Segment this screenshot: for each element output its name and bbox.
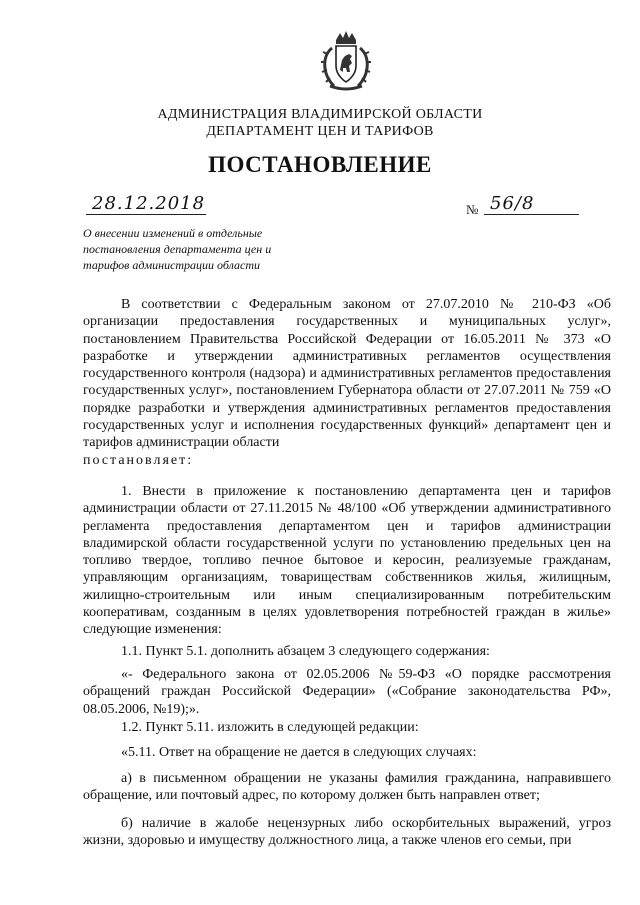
item-1-1-content-text: «- Федерального закона от 02.05.2006 №59-ФЗ «О порядке рассмотрения обращений граждан Российской Федерации» («Собрание законодательства РФ», 08.05.2006, №19);». [83, 667, 611, 717]
item-a-paragraph [83, 770, 611, 805]
org-name-line2: ДЕПАРТАМЕНТ ЦЕН И ТАРИФОВ [206, 124, 434, 139]
item-b-paragraph [83, 815, 611, 850]
item-1-paragraph [83, 483, 611, 639]
preamble-text: В соответствии с Федеральным законом от 27.07.2010 № 210-ФЗ «Об организации предоставления государственных и муниципальных услуг», постановлением Правительства Российской Федерации от 16.05.2011 № 373 «О разработке и утверждении административных регламентов осуществления государственного контроля (надзора) и административных регламентов предоставления государственных услуг», постановлением Губернатора области от 27.07.2011 № 759 «О порядке разработки и утверждения административных регламентов предоставления государственных услуг и исполнения государственных функций» департамент цен и тарифов администрации области [83, 297, 611, 451]
item-1-1-text: 1.1. Пункт 5.1. дополнить абзацем 3 следующего содержания: [121, 644, 490, 659]
item-1-1-content [83, 666, 611, 718]
document-number: 56/8 [490, 193, 535, 214]
resolves-word: постановляет: [83, 452, 194, 468]
item-1-2-text: 1.2. Пункт 5.11. изложить в следующей редакции: [121, 720, 419, 735]
item-1-text: 1. Внести в приложение к постановлению департамента цен и тарифов администрации области от 27.11.2015 № 48/100 «Об утверждении административного регламента предоставления департаментом цен и тарифов администрации владимирской области государственной услуги по установлению предельных цен на топливо твердое, топливо печное бытовое и керосин, реализуемые гражданам, управляющим организациям, товариществам собственников жилья, жилищным, жилищно-строительным или иным специализированным потребительским кооперативам, созданным в целях удовлетворения потребностей граждан в жилье» следующие изменения: [83, 484, 611, 638]
document-date: 28.12.2018 [92, 193, 206, 214]
item-1-2-paragraph [83, 719, 611, 736]
date-underline [86, 214, 206, 215]
coat-of-arms-icon [318, 30, 374, 94]
number-sign: № [466, 202, 479, 217]
item-5-11-head-text: «5.11. Ответ на обращение не дается в следующих случаях: [121, 745, 477, 760]
item-5-11-head [83, 744, 611, 761]
item-a-text: а) в письменном обращении не указаны фамилия гражданина, направившего обращение, или почтовый адрес, по которому должен быть направлен ответ; [83, 771, 611, 804]
number-underline [484, 214, 579, 215]
item-1-1-paragraph [83, 643, 611, 660]
document-subject [83, 225, 271, 273]
subject-line: тарифов администрации области [83, 258, 261, 272]
org-name-line1: АДМИНИСТРАЦИЯ ВЛАДИМИРСКОЙ ОБЛАСТИ [157, 107, 483, 122]
document-title: ПОСТАНОВЛЕНИЕ [208, 152, 432, 177]
preamble-paragraph [83, 296, 611, 469]
item-b-text: б) наличие в жалобе нецензурных либо оскорбительных выражений, угроз жизни, здоровью и имуществу должностного лица, а также членов его семьи, при [83, 816, 611, 849]
subject-line: О внесении изменений в отдельные [83, 226, 263, 240]
subject-line: постановления департамента цен и [83, 242, 272, 256]
